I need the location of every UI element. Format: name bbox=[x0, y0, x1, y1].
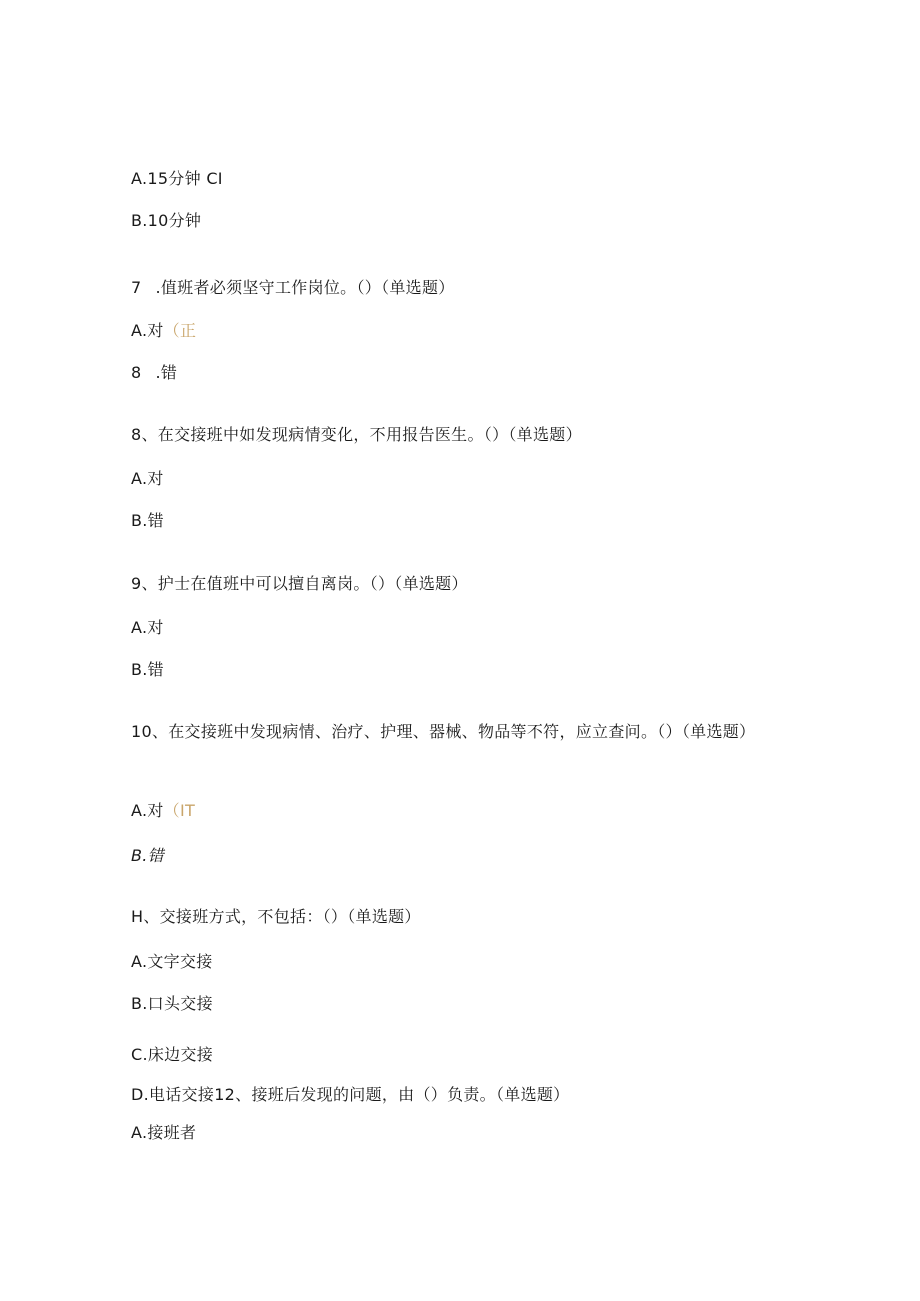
option-text: B.错 bbox=[131, 511, 164, 530]
stray-mark: CI bbox=[206, 169, 223, 188]
question-9-option-a bbox=[131, 618, 164, 638]
question-10-option-b bbox=[131, 846, 164, 866]
option-b-10-minutes bbox=[131, 211, 201, 231]
question-11-option-d-and-question-12 bbox=[131, 1085, 569, 1105]
question-11-option-c bbox=[131, 1045, 213, 1065]
question-text: .值班者必须坚守工作岗位。（）（单选题） bbox=[155, 278, 455, 297]
question-7 bbox=[131, 278, 455, 298]
question-8-option-b bbox=[131, 511, 164, 531]
question-text: 10、在交接班中发现病情、治疗、护理、器械、物品等不符，应立查问。（）（单选题） bbox=[131, 722, 756, 741]
question-text: D.电话交接12、接班后发现的问题，由（）负责。（单选题） bbox=[131, 1085, 570, 1104]
option-text: C.床边交接 bbox=[131, 1045, 214, 1064]
question-8-option-a bbox=[131, 469, 164, 489]
question-8 bbox=[131, 425, 582, 445]
option-text: A.对 bbox=[131, 469, 164, 488]
option-text: A.对 bbox=[131, 321, 164, 340]
option-text: B.错 bbox=[131, 660, 164, 679]
option-text: A.对 bbox=[131, 618, 164, 637]
option-number: 8 bbox=[131, 363, 142, 382]
question-7-option-b bbox=[131, 363, 177, 383]
question-9-option-b bbox=[131, 660, 164, 680]
stray-mark: （正 bbox=[163, 321, 197, 340]
option-a-15-minutes bbox=[131, 169, 223, 189]
option-text: B.口头交接 bbox=[131, 994, 213, 1013]
question-11-option-a bbox=[131, 952, 213, 972]
option-text: A.文字交接 bbox=[131, 952, 213, 971]
question-10-option-a bbox=[131, 801, 195, 821]
option-text: B.10分钟 bbox=[131, 211, 202, 230]
question-text: 9、护士在值班中可以擅自离岗。（）（单选题） bbox=[131, 574, 468, 593]
question-11 bbox=[131, 907, 421, 927]
option-text: .错 bbox=[155, 363, 178, 382]
question-12-option-a bbox=[131, 1123, 196, 1143]
question-11-option-b bbox=[131, 994, 213, 1014]
question-7-option-a bbox=[131, 321, 196, 341]
question-10 bbox=[131, 715, 771, 749]
option-text: B.错 bbox=[131, 846, 164, 865]
option-text: A.对 bbox=[131, 801, 164, 820]
option-text: A.15分钟 bbox=[131, 169, 201, 188]
question-text: 8、在交接班中如发现病情变化，不用报告医生。（）（单选题） bbox=[131, 425, 582, 444]
option-text: A.接班者 bbox=[131, 1123, 197, 1142]
question-9 bbox=[131, 574, 468, 594]
stray-mark: （IT bbox=[163, 801, 196, 820]
question-number: 7 bbox=[131, 278, 142, 297]
question-text: H、交接班方式，不包括：（）（单选题） bbox=[131, 907, 421, 926]
